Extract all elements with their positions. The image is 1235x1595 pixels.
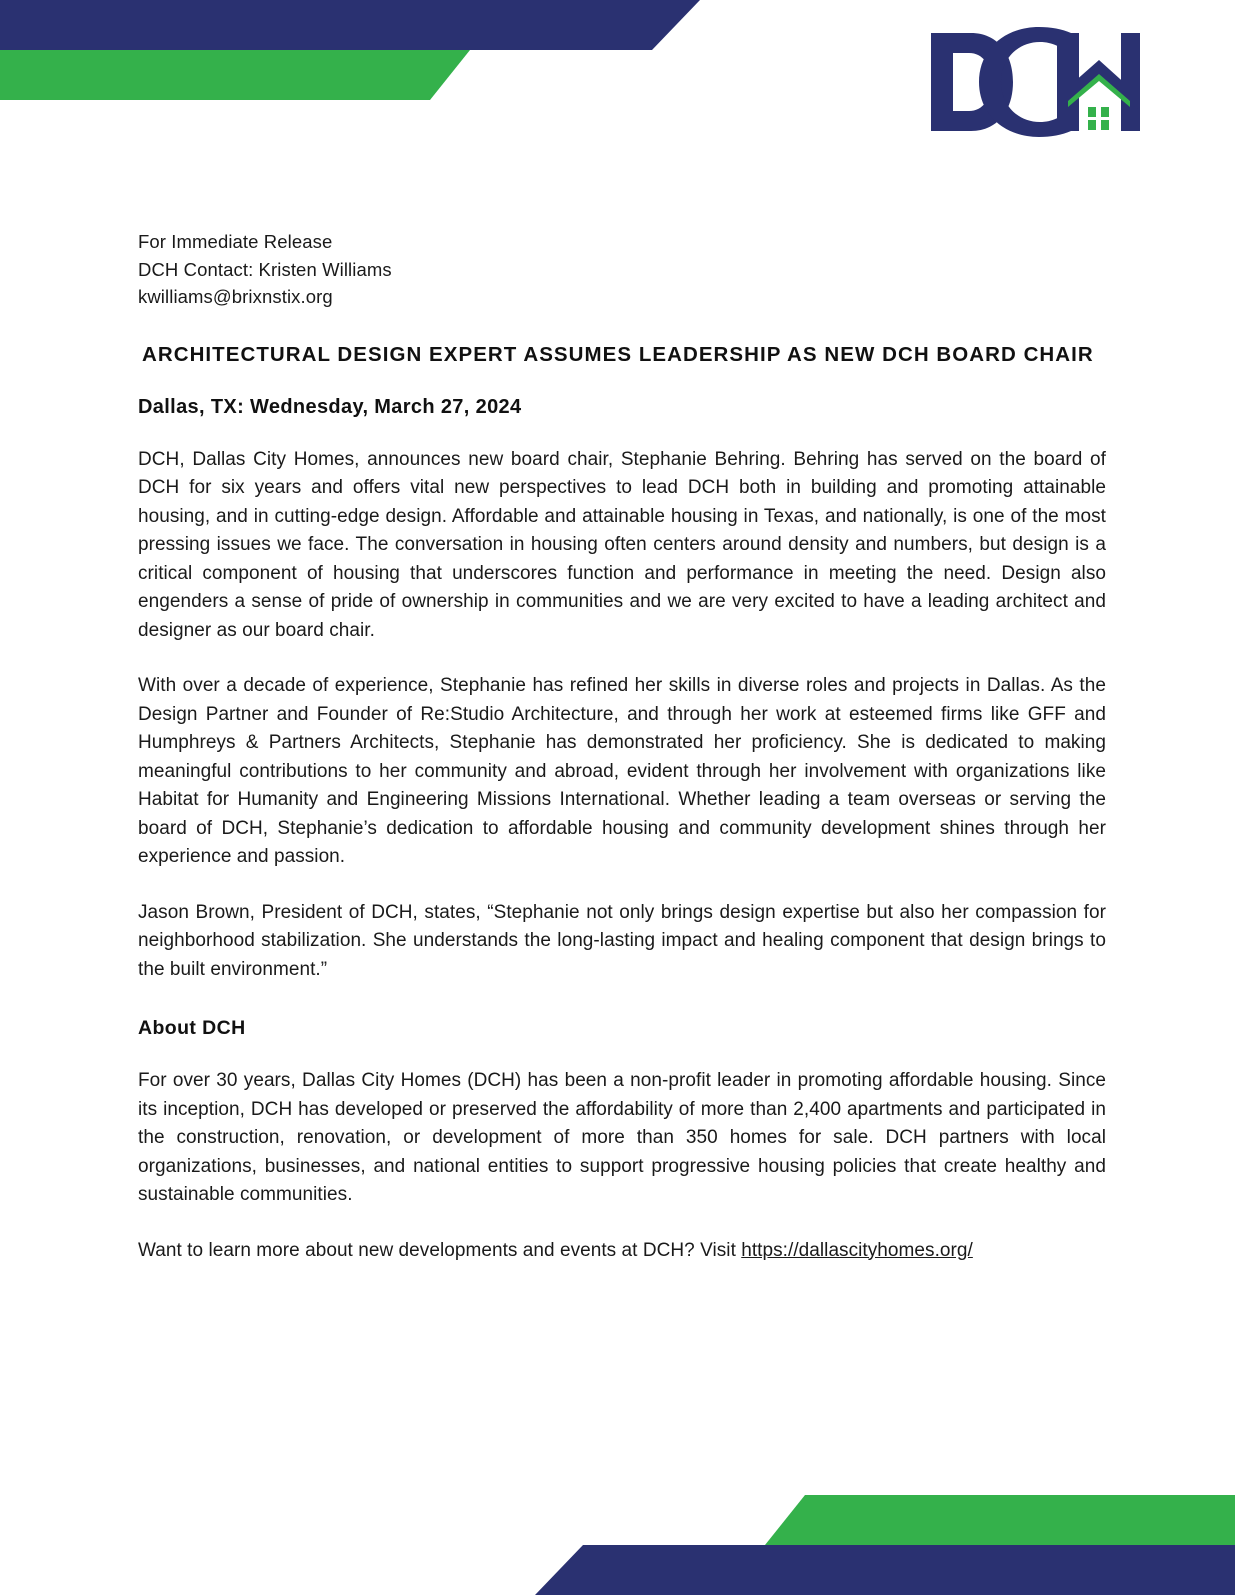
closing-text: Want to learn more about new developments and events at DCH? Visit	[138, 1239, 742, 1261]
footer-navy-banner	[535, 1545, 1235, 1595]
contact-name-line: DCH Contact: Kristen Williams	[138, 258, 392, 280]
document-content	[138, 228, 1106, 1265]
dch-logo	[925, 27, 1140, 137]
contact-email: kwilliams@brixnstix.org	[138, 286, 333, 307]
contact-block	[138, 228, 1106, 311]
paragraph-3-quote: Jason Brown, President of DCH, states, “Stephanie not only brings design expertise but also her compassion for neighborhood stabilization. She understands the long-lasting impact and healing component that design brings to the built environment.”	[138, 901, 1106, 980]
paragraph-about-dch: For over 30 years, Dallas City Homes (DCH) has been a non-profit leader in promoting affordable housing. Since its inception, DCH has developed or preserved the affordability of more than 2,400 apartments and participated in the construction, renovation, or development of more than 350 homes for sale. DCH partners with local organizations, businesses, and national entities to support progressive housing policies that create healthy and sustainable communities.	[138, 1070, 1106, 1205]
footer-green-banner	[760, 1495, 1235, 1545]
dch-website-link[interactable]: https://dallascityhomes.org/	[741, 1239, 973, 1261]
dateline: Dallas, TX: Wednesday, March 27, 2024	[138, 395, 522, 418]
header-green-banner	[0, 50, 475, 100]
release-notice: For Immediate Release	[138, 231, 333, 252]
header-navy-banner	[0, 0, 700, 50]
paragraph-2: With over a decade of experience, Stephanie has refined her skills in diverse roles and projects in Dallas. As the Design Partner and Founder of Re:Studio Architecture, and through her work at esteemed firms like GFF and Humphreys & Partners Architects, Stephanie has demonstrated her proficiency. She is dedicated to making meaningful contributions to her community and abroad, evident through her involvement with organizations like Habitat for Humanity and Engineering Missions International. Whether leading a team overseas or serving the board of DCH, Stephanie’s dedication to affordable housing and community development shines through her experience and passion.	[138, 675, 1106, 867]
about-dch-heading: About DCH	[138, 1017, 246, 1039]
paragraph-1: DCH, Dallas City Homes, announces new board chair, Stephanie Behring. Behring has served on the board of DCH for six years and offers vital new perspectives to lead DCH both in building and promoting attainable housing, and in cutting-edge design. Affordable and attainable housing in Texas, and nationally, is one of the most pressing issues we face. The conversation in housing often centers around density and numbers, but design is a critical component of housing that underscores function and performance in meeting the need. Design also engenders a sense of pride of ownership in communities and we are very excited to have a leading architect and designer as our board chair.	[138, 448, 1106, 641]
closing-line	[138, 1237, 1106, 1266]
page-title: ARCHITECTURAL DESIGN EXPERT ASSUMES LEADERSHIP AS NEW DCH BOARD CHAIR	[142, 342, 1094, 366]
